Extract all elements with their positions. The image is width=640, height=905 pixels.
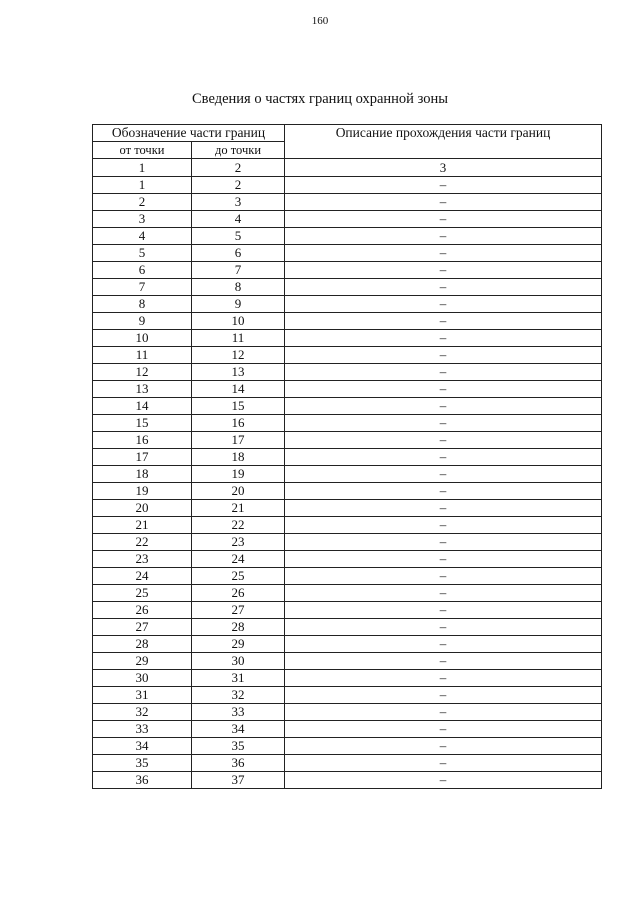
header-to-point: до точки <box>192 142 285 159</box>
description-cell: – <box>285 653 602 670</box>
description-cell: – <box>285 313 602 330</box>
table-row <box>93 466 602 483</box>
from-point-cell: 4 <box>93 228 192 245</box>
boundary-parts-table <box>92 124 602 789</box>
table-row <box>93 313 602 330</box>
table-row <box>93 653 602 670</box>
description-cell: – <box>285 755 602 772</box>
table-row <box>93 738 602 755</box>
to-point-cell: 24 <box>192 551 285 568</box>
table-row <box>93 500 602 517</box>
table-row <box>93 483 602 500</box>
from-point-cell: 7 <box>93 279 192 296</box>
from-point-cell: 20 <box>93 500 192 517</box>
from-point-cell: 34 <box>93 738 192 755</box>
description-cell: – <box>285 670 602 687</box>
table-row <box>93 262 602 279</box>
table-body <box>93 159 602 789</box>
description-cell: – <box>285 517 602 534</box>
description-cell: – <box>285 245 602 262</box>
from-point-cell: 14 <box>93 398 192 415</box>
to-point-cell: 2 <box>192 177 285 194</box>
description-cell: – <box>285 687 602 704</box>
table-row <box>93 687 602 704</box>
description-cell: – <box>285 636 602 653</box>
to-point-cell: 35 <box>192 738 285 755</box>
to-point-cell: 36 <box>192 755 285 772</box>
table-row <box>93 177 602 194</box>
header-boundary-designation: Обозначение части границ <box>93 125 285 142</box>
table-row <box>93 398 602 415</box>
table-row <box>93 670 602 687</box>
table-row <box>93 245 602 262</box>
description-cell: – <box>285 585 602 602</box>
description-cell: – <box>285 500 602 517</box>
to-point-cell: 28 <box>192 619 285 636</box>
from-point-cell: 10 <box>93 330 192 347</box>
to-point-cell: 9 <box>192 296 285 313</box>
table-row <box>93 432 602 449</box>
description-cell: – <box>285 466 602 483</box>
header-boundary-description: Описание прохождения части границ <box>285 125 602 159</box>
from-point-cell: 32 <box>93 704 192 721</box>
from-point-cell: 13 <box>93 381 192 398</box>
from-point-cell: 29 <box>93 653 192 670</box>
from-point-cell: 12 <box>93 364 192 381</box>
to-point-cell: 4 <box>192 211 285 228</box>
description-cell: – <box>285 211 602 228</box>
from-point-cell: 9 <box>93 313 192 330</box>
table-row <box>93 568 602 585</box>
table-row <box>93 296 602 313</box>
table-row <box>93 347 602 364</box>
description-cell: – <box>285 449 602 466</box>
to-point-cell: 30 <box>192 653 285 670</box>
description-cell: – <box>285 381 602 398</box>
table-row <box>93 721 602 738</box>
description-cell: – <box>285 619 602 636</box>
column-number: 2 <box>192 159 285 177</box>
to-point-cell: 5 <box>192 228 285 245</box>
from-point-cell: 27 <box>93 619 192 636</box>
description-cell: – <box>285 551 602 568</box>
header-from-point: от точки <box>93 142 192 159</box>
from-point-cell: 19 <box>93 483 192 500</box>
to-point-cell: 17 <box>192 432 285 449</box>
to-point-cell: 3 <box>192 194 285 211</box>
description-cell: – <box>285 772 602 789</box>
from-point-cell: 25 <box>93 585 192 602</box>
table-header <box>93 125 602 159</box>
table-row <box>93 381 602 398</box>
description-cell: – <box>285 177 602 194</box>
from-point-cell: 35 <box>93 755 192 772</box>
from-point-cell: 15 <box>93 415 192 432</box>
from-point-cell: 22 <box>93 534 192 551</box>
table-row <box>93 636 602 653</box>
description-cell: – <box>285 602 602 619</box>
to-point-cell: 25 <box>192 568 285 585</box>
description-cell: – <box>285 347 602 364</box>
to-point-cell: 11 <box>192 330 285 347</box>
from-point-cell: 1 <box>93 177 192 194</box>
to-point-cell: 13 <box>192 364 285 381</box>
table-row <box>93 517 602 534</box>
table-row <box>93 534 602 551</box>
to-point-cell: 18 <box>192 449 285 466</box>
description-cell: – <box>285 721 602 738</box>
description-cell: – <box>285 738 602 755</box>
description-cell: – <box>285 194 602 211</box>
to-point-cell: 22 <box>192 517 285 534</box>
from-point-cell: 2 <box>93 194 192 211</box>
to-point-cell: 34 <box>192 721 285 738</box>
to-point-cell: 21 <box>192 500 285 517</box>
table-row <box>93 619 602 636</box>
from-point-cell: 5 <box>93 245 192 262</box>
description-cell: – <box>285 534 602 551</box>
from-point-cell: 28 <box>93 636 192 653</box>
to-point-cell: 16 <box>192 415 285 432</box>
from-point-cell: 16 <box>93 432 192 449</box>
from-point-cell: 8 <box>93 296 192 313</box>
from-point-cell: 31 <box>93 687 192 704</box>
description-cell: – <box>285 568 602 585</box>
to-point-cell: 23 <box>192 534 285 551</box>
description-cell: – <box>285 483 602 500</box>
to-point-cell: 37 <box>192 772 285 789</box>
page-number: 160 <box>311 15 329 27</box>
description-cell: – <box>285 262 602 279</box>
table-row <box>93 364 602 381</box>
to-point-cell: 29 <box>192 636 285 653</box>
description-cell: – <box>285 330 602 347</box>
column-number: 1 <box>93 159 192 177</box>
to-point-cell: 8 <box>192 279 285 296</box>
from-point-cell: 18 <box>93 466 192 483</box>
table-row <box>93 279 602 296</box>
table-row <box>93 704 602 721</box>
column-number: 3 <box>285 159 602 177</box>
table-row <box>93 449 602 466</box>
to-point-cell: 12 <box>192 347 285 364</box>
to-point-cell: 6 <box>192 245 285 262</box>
to-point-cell: 7 <box>192 262 285 279</box>
from-point-cell: 23 <box>93 551 192 568</box>
to-point-cell: 31 <box>192 670 285 687</box>
description-cell: – <box>285 228 602 245</box>
table-row <box>93 228 602 245</box>
description-cell: – <box>285 279 602 296</box>
description-cell: – <box>285 364 602 381</box>
document-title: Сведения о частях границ охранной зоны <box>192 91 448 107</box>
table-row <box>93 585 602 602</box>
to-point-cell: 10 <box>192 313 285 330</box>
table-row <box>93 415 602 432</box>
from-point-cell: 36 <box>93 772 192 789</box>
table-row <box>93 755 602 772</box>
from-point-cell: 30 <box>93 670 192 687</box>
table-row <box>93 330 602 347</box>
table-row <box>93 772 602 789</box>
to-point-cell: 14 <box>192 381 285 398</box>
description-cell: – <box>285 704 602 721</box>
description-cell: – <box>285 415 602 432</box>
table-row <box>93 211 602 228</box>
to-point-cell: 15 <box>192 398 285 415</box>
to-point-cell: 32 <box>192 687 285 704</box>
from-point-cell: 11 <box>93 347 192 364</box>
description-cell: – <box>285 398 602 415</box>
to-point-cell: 33 <box>192 704 285 721</box>
from-point-cell: 26 <box>93 602 192 619</box>
from-point-cell: 33 <box>93 721 192 738</box>
to-point-cell: 19 <box>192 466 285 483</box>
from-point-cell: 3 <box>93 211 192 228</box>
from-point-cell: 21 <box>93 517 192 534</box>
table-row <box>93 602 602 619</box>
to-point-cell: 20 <box>192 483 285 500</box>
from-point-cell: 24 <box>93 568 192 585</box>
table-row <box>93 194 602 211</box>
table-row <box>93 551 602 568</box>
from-point-cell: 17 <box>93 449 192 466</box>
to-point-cell: 27 <box>192 602 285 619</box>
from-point-cell: 6 <box>93 262 192 279</box>
description-cell: – <box>285 296 602 313</box>
to-point-cell: 26 <box>192 585 285 602</box>
column-number-row <box>93 159 602 177</box>
description-cell: – <box>285 432 602 449</box>
